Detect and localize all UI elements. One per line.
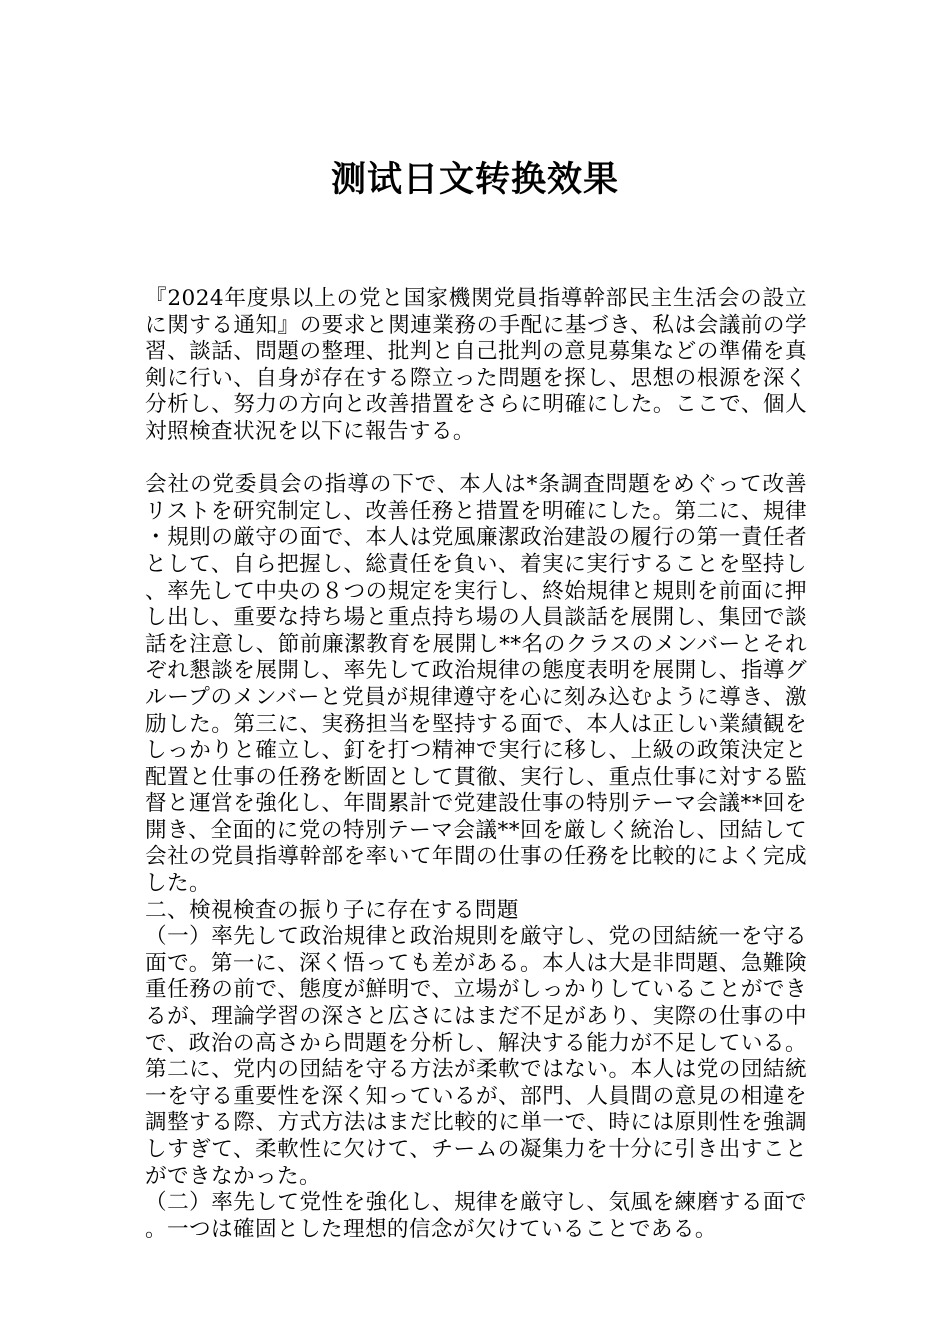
paragraph-item-1: （一）率先して政治規律と政治規則を厳守し、党の団結統一を守る面で。第一に、深く悟っても差がある。本人は大是非問題、急難険重任務の前で、態度が鮮明で、立場がしっかりしていることができるが、理論学習の深さと広さにはまだ不足があり、実際の仕事の中で、政治の高さから問題を分析し、解決する能力が不足している。第二に、党内の団結を守る方法が柔軟ではない。本人は党の団結統一を守る重要性を深く知っているが、部門、人員間の意見の相違を調整する際、方式方法はまだ比較的に単一で、時には原則性を強調しすぎて、柔軟性に欠けて、チームの凝集力を十分に引き出すことができなかった。 xyxy=(145,924,807,1189)
paragraph-leadership: 会社の党委員会の指導の下で、本人は*条調査問題をめぐって改善リストを研究制定し、改善任務と措置を明確にした。第二に、規律・規則の厳守の面で、本人は党風廉潔政治建設の履行の第一責任者として、自ら把握し、総責任を負い、着実に実行することを堅持し、率先して中央の８つの規定を実行し、終始規律と規則を前面に押し出し、重要な持ち場と重点持ち場の人員談話を展開し、集団で談話を注意し、節前廉潔教育を展開し**名のクラスのメンバーとそれぞれ懇談を展開し、率先して政治規律の態度表明を展開し、指導グループのメンバーと党員が規律遵守を心に刻み込むように導き、激励した。第三に、実務担当を堅持する面で、本人は正しい業績観をしっかりと確立し、釘を打つ精神で実行に移し、上級の政策決定と配置と仕事の任務を断固として貫徹、実行し、重点仕事に対する監督と運営を強化し、年間累計で党建設仕事の特別テーマ会議**回を開き、全面的に党の特別テーマ会議**回を厳しく統治し、団結して会社の党員指導幹部を率いて年間の仕事の任務を比較的によく完成した。 xyxy=(145,472,807,897)
paragraph-intro: 『2024年度県以上の党と国家機関党員指導幹部民主生活会の設立に関する通知』の要求と関連業務の手配に基づき、私は会議前の学習、談話、問題の整理、批判と自己批判の意見募集などの準備を真剣に行い、自身が存在する際立った問題を探し、思想の根源を深く分析し、努力の方向と改善措置をさらに明確にした。ここで、個人対照検査状況を以下に報告する。 xyxy=(145,286,807,444)
paragraph-item-2: （二）率先して党性を強化し、規律を厳守し、気風を練磨する面で。一つは確固とした理想的信念が欠けていることである。 xyxy=(145,1190,807,1242)
paragraph-spacer xyxy=(145,446,807,473)
document-body xyxy=(145,286,807,1243)
document-title: 测试日文转换效果 xyxy=(330,160,619,200)
section-heading: 二、検視検査の振り子に存在する問題 xyxy=(145,897,519,923)
